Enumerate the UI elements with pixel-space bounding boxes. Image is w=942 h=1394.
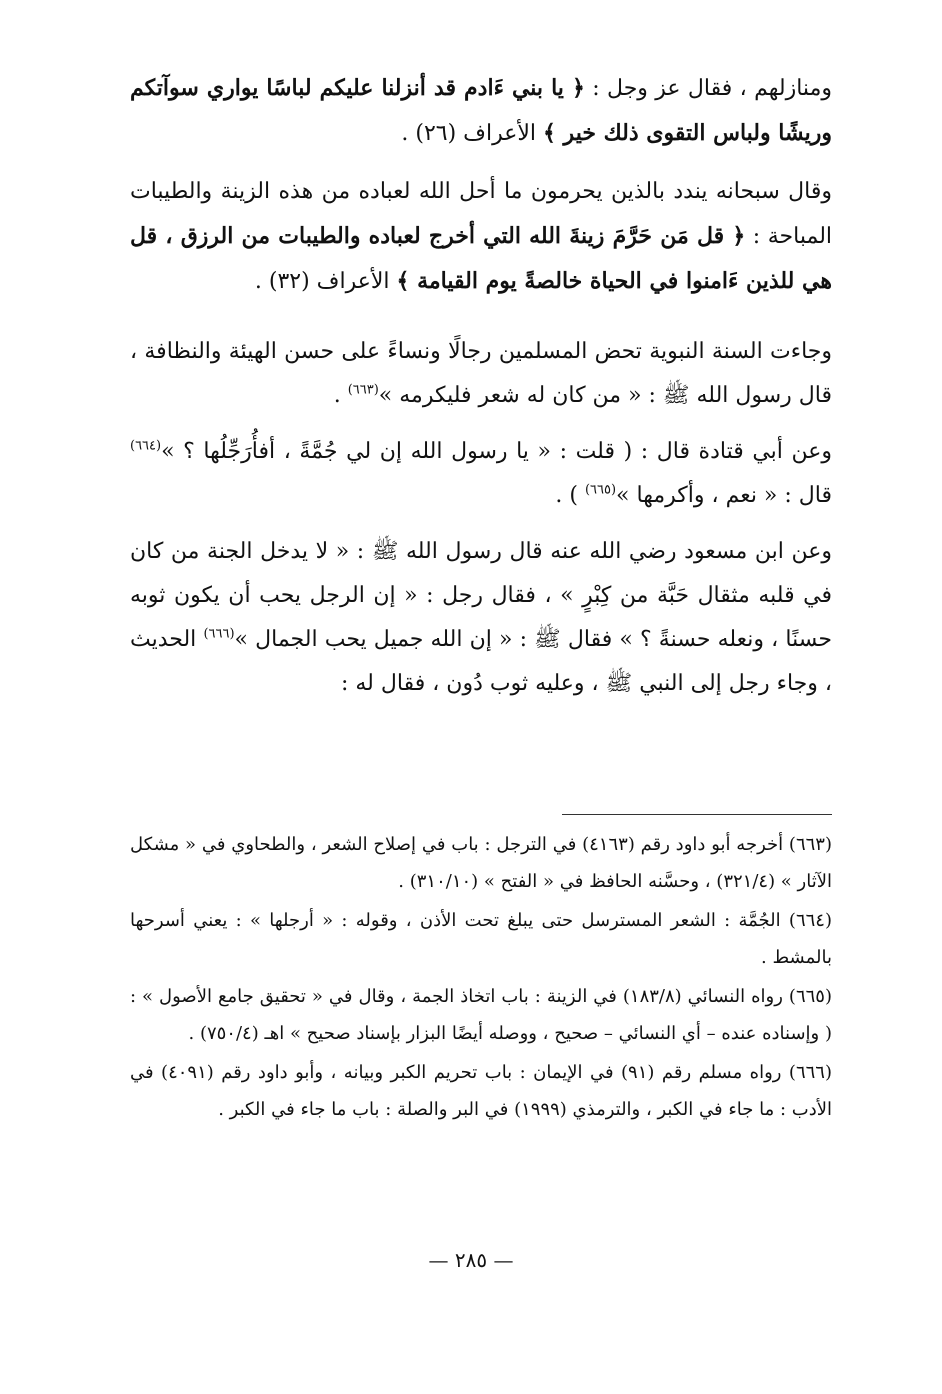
paragraph-4-mid: قال : « نعم ، وأكرمها » [616,483,832,508]
paragraph-3 [130,330,832,418]
paragraph-5 [130,530,832,706]
paragraph-2 [130,170,832,304]
main-text [130,66,832,706]
paragraph-4-text: وعن أبي قتادة قال : ( قلت : « يا رسول الله إن لي جُمَّةً ، أفأُرَجِّلُها ؟ » [161,439,832,464]
quran-verse-araf-26: ﴿ يا بني ءَادم قد أنزلنا عليكم لباسًا يواري سوآتكم وريشًا ولباس التقوى ذلك خير ﴾ [130,75,832,146]
page-number: — ٢٨٥ — [428,1248,514,1272]
paragraph-2-text: وقال سبحانه يندد بالذين يحرمون ما أحل الله لعباده من هذه الزينة والطيبات المباحة : [130,179,833,249]
footnote-665: (٦٦٥) رواه النسائي (١٨٣/٨) في الزينة : باب اتخاذ الجمة ، وقال في « تحقيق جامع الأصول » : ( وإسناده عنده – أي النسائي – صحيح ، ووصله أيضًا البزار بإسناد صحيح » اهـ (٧٥٠/٤) . [130,986,832,1044]
footnote-ref-664: (٦٦٤) [130,438,162,454]
footnote-ref-663: (٦٦٣) [347,382,379,398]
paragraph-1 [130,66,832,156]
footnote-666: (٦٦٦) رواه مسلم رقم (٩١) في الإيمان : باب تحريم الكبر وبيانه ، وأبو داود رقم (٤٠٩١) في الأدب : ما جاء في الكبر ، والترمذي (١٩٩٩) في البر والصلة : باب ما جاء في الكبر . [130,1062,832,1120]
footnotes [130,826,832,1128]
footnote-ref-665: (٦٦٥) [584,482,617,498]
paragraph-4-end: ) . [555,483,585,508]
paragraph-5-text: وعن ابن مسعود رضي الله عنه قال رسول الله ﷺ : « لا يدخل الجنة من كان في قلبه مثقال حَبَّة من كِبْرٍ » ، فقال رجل : « إن الرجل يحب أن يكون ثوبه حسنًا ، ونعله حسنةً ؟ » فقال ﷺ : « إن الله جميل يحب الجمال » [130,539,832,652]
paragraph-4 [130,430,832,518]
quran-verse-araf-32: ﴿ قل مَن حَرَّمَ زينةَ الله التي أخرج لعباده والطيبات من الرزق ، قل هي للذين ءَامنوا في الحياة خالصةً يوم القيامة ﴾ [130,223,832,294]
paragraph-3-text: وجاءت السنة النبوية تحض المسلمين رجالًا ونساءً على حسن الهيئة والنظافة ، قال رسول الله ﷺ : « من كان له شعر فليكرمه » [130,339,832,408]
paragraph-1-text: ومنازلهم ، فقال عز وجل : [584,76,832,101]
paragraph-5-end: الحديث ، وجاء رجل إلى النبي ﷺ ، وعليه ثوب دُون ، فقال له : [130,627,832,696]
footnote-664: (٦٦٤) الجُمَّة : الشعر المسترسل حتى يبلغ تحت الأذن ، وقوله : « أرجلها » : يعني أسرحها بالمشط . [130,910,832,968]
footnote-663: (٦٦٣) أخرجه أبو داود رقم (٤١٦٣) في الترجل : باب في إصلاح الشعر ، والطحاوي في « مشكل الآثار » (٣٢١/٤) ، وحسَّنه الحافظ في « الفتح » (٣١٠/١٠) . [130,834,832,892]
footnote-divider [562,814,832,815]
paragraph-3-end: . [333,383,348,408]
verse-reference: الأعراف (٢٦) . [401,121,543,146]
footnote-ref-666: (٦٦٦) [203,626,235,642]
verse-reference: الأعراف (٣٢) . [254,269,397,294]
